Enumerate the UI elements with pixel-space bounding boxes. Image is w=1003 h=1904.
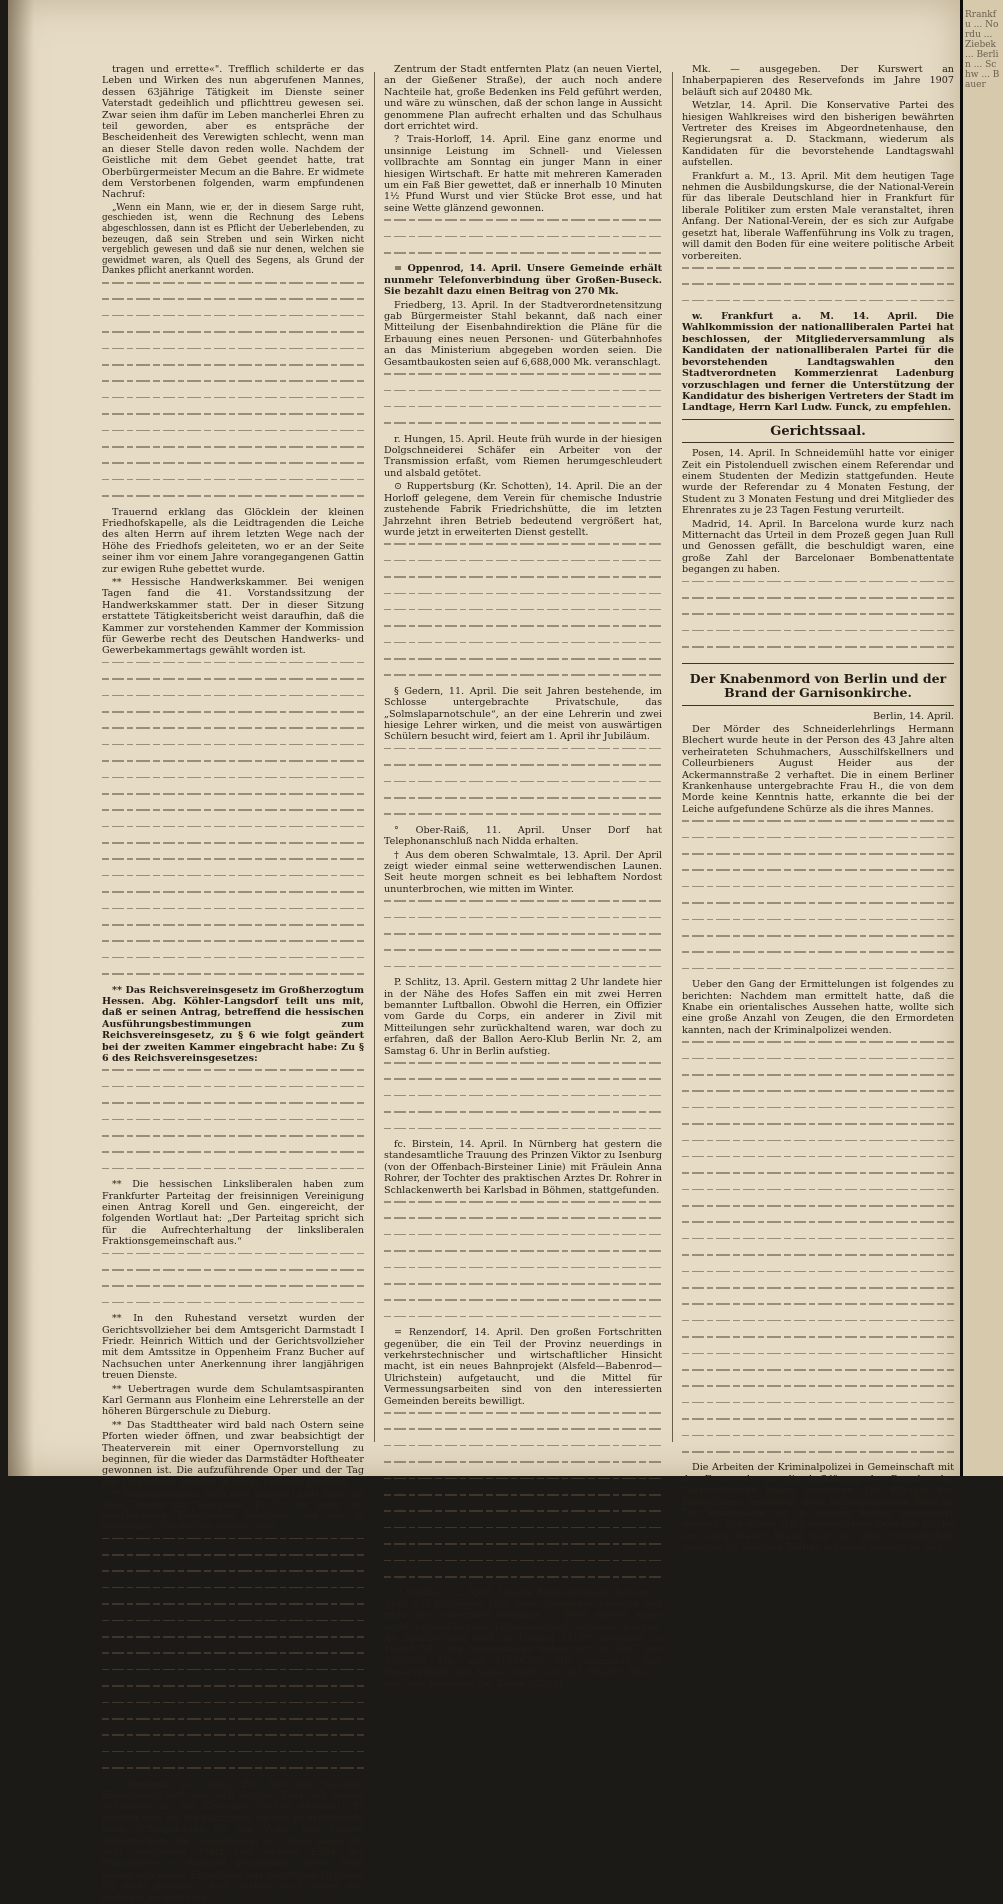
illegible-line	[384, 900, 662, 911]
illegible-line	[682, 1320, 954, 1331]
illegible-line	[682, 1336, 954, 1347]
illegible-line	[682, 968, 954, 979]
illegible-line	[102, 1767, 364, 1778]
illegible-line	[102, 298, 364, 309]
illegible-line	[102, 1253, 364, 1264]
illegible-line	[102, 1570, 364, 1581]
article-paragraph: Trauernd erklang das Glöcklein der kleinen Friedhofskapelle, als die Leidtragenden die Leiche des alten Herrn auf ihrem letzten Wege nach der Höhe des Friedhofs geleiteten, wo er an der Seite seiner ihm vor einem Jahre vorangegangenen Gattin zur ewigen Ruhe gebettet wurde.	[102, 506, 364, 575]
illegible-line	[682, 1418, 954, 1429]
illegible-line	[102, 1652, 364, 1663]
illegible-line	[102, 891, 364, 902]
illegible-line	[384, 813, 662, 824]
illegible-line	[384, 1201, 662, 1212]
illegible-line	[384, 1316, 662, 1327]
illegible-line	[384, 764, 662, 775]
illegible-line	[682, 646, 954, 657]
illegible-line	[384, 1412, 662, 1423]
illegible-line	[384, 1128, 662, 1139]
illegible-line	[102, 1587, 364, 1598]
illegible-line	[682, 1353, 954, 1364]
article-paragraph: „Wenn ein Mann, wie er, der in diesem Sarge ruht, geschieden ist, wenn die Rechnung des Lebens abgeschlossen, dann ist es Pflicht der Ueberlebenden, zu bezeugen, daß sein Streben und sein Wirken nicht vergeblich gewesen und daß sie nur denen, welchen sie gewidmet waren, als Quell des Segens, als Grund der Dankes pflicht anerkannt worden.	[102, 202, 364, 277]
illegible-line	[682, 1140, 954, 1151]
illegible-line	[102, 380, 364, 391]
news-item-frankfurt-wahl: w. Frankfurt a. M. 14. April. Die Wahlkommission der nationalliberalen Partei hat beschlossen, der Mitgliederversammlung als Kandidaten der nationalliberalen Partei für die bevorstehenden Landtagswahlen den Stadtverordneten Kommerzienrat Ladenburg vorzuschlagen und ferner die Unterstützung der Kandidatur des bisherigen Vertreters der Stadt im Landtage, Herrn Karl Ludw. Funck, zu empfehlen.	[682, 311, 954, 414]
illegible-line	[102, 760, 364, 771]
illegible-line	[384, 1494, 662, 1505]
news-item-birstein: fc. Birstein, 14. April. In Nürnberg hat gestern die standesamtliche Trauung des Prinzen Viktor zu Isenburg (von der Offenbach-Birsteiner Linie) mit Fräulein Anna Rohrer, der Tochter des praktischen Arztes Dr. Rohrer in Schlackenwerth bei Karlsbad in Böhmen, stattgefunden.	[384, 1139, 662, 1196]
illegible-line	[384, 1543, 662, 1554]
news-item-trais-horloff: ? Trais-Horloff, 14. April. Eine ganz enorme und unsinnige Leistung im Schnell- und Vielessen vollbrachte am Sonntag ein junger Mann in einer hiesigen Wirtschaft. Er hatte mit mehreren Kameraden um ein Faß Bier gewettet, daß er innerhalb 10 Minuten 1½ Pfund Wurst und vier Stücke Brot esse, und hat seine Wette glänzend gewonnen.	[384, 134, 662, 214]
illegible-line	[102, 1685, 364, 1696]
newspaper-page	[8, 0, 960, 1904]
illegible-line	[102, 662, 364, 673]
news-item-kaiserpanorama: ** Kaiserpanorama. Nach dem heiligen Lande führt uns diese Woche das Panorama. Es ist die erste der verschiedenen Bilderreihen Palästinas, die uns in vorteilhafter Darstellung geboten wird.	[102, 1490, 364, 1533]
column-left	[102, 64, 364, 1904]
illegible-line	[102, 1669, 364, 1680]
illegible-line	[102, 282, 364, 293]
article-paragraph: Mk. — ausgegeben. Der Kurswert an Inhaberpapieren des Reservefonds im Jahre 1907 beläuft sich auf 20480 Mk.	[682, 64, 954, 98]
illegible-line	[384, 1478, 662, 1489]
illegible-line	[682, 1107, 954, 1118]
illegible-line	[384, 1560, 662, 1571]
illegible-line	[384, 1445, 662, 1456]
illegible-line	[102, 1302, 364, 1313]
illegible-line	[682, 837, 954, 848]
illegible-line	[102, 462, 364, 473]
news-item-uebertragen: ** Uebertragen wurde dem Schulamtsaspiranten Karl Germann aus Flonheim eine Lehrerstelle an der höheren Bürgerschule zu Dieburg.	[102, 1383, 364, 1418]
article-paragraph: Ueber den Gang der Ermittelungen ist folgendes zu berichten: Nachdem man ermittelt hatte, daß die Knabe ein orientalisches Aussehen hatte, wollte sich eine große Anzahl von Zeugen, die den Ermordeten kannten, nach der Kriminalpolizei wenden.	[682, 979, 954, 1036]
illegible-line	[102, 924, 364, 935]
illegible-line	[384, 1576, 662, 1587]
illegible-line	[102, 1702, 364, 1713]
news-item-schwalmtal: † Aus dem oberen Schwalmtale, 13. April. Der April zeigt wieder einmal seine wetterwendischen Launen. Seit heute morgen schneit es bei lebhaftem Nordost ununterbrochen, wie mitten im Winter.	[384, 849, 662, 895]
illegible-line	[384, 1299, 662, 1310]
news-item-gedern: § Gedern, 11. April. Die seit Jahren bestehende, im Schlosse untergebrachte Privatschule, das „Solmslaparnotschule“, an der eine Lehrerin und zwei hiesige Lehrer wirken, und die meist von auswärtigen Schülern besucht wird, feiert am 1. April ihr Jubiläum.	[384, 685, 662, 743]
illegible-line	[682, 1090, 954, 1101]
illegible-line	[384, 1428, 662, 1439]
dateline: Berlin, 14. April.	[873, 710, 954, 722]
illegible-line	[682, 820, 954, 831]
illegible-line	[102, 1620, 364, 1631]
illegible-line	[102, 1285, 364, 1296]
illegible-line	[384, 1527, 662, 1538]
illegible-line	[682, 902, 954, 913]
news-item-reichsvereinsgesetz: ** Das Reichsvereinsgesetz im Großherzogtum Hessen. Abg. Köhler-Langsdorf teilt uns mit, daß er seinen Antrag, betreffend die hessischen Ausführungsbestimmungen zum Reichsvereinsgesetz, zu § 6 wie folgt geändert bei der zweiten Kammer eingebracht habe: Zu § 6 des Reichsvereinsgesetzes:	[102, 984, 364, 1065]
section-divider	[682, 442, 954, 443]
illegible-line	[102, 479, 364, 490]
illegible-line	[384, 1510, 662, 1521]
illegible-line	[682, 1041, 954, 1052]
illegible-line	[682, 1123, 954, 1134]
illegible-line	[102, 1538, 364, 1549]
article-paragraph: Die Arbeiten der Kriminalpolizei in Gemeinschaft mit der Feuerwehr um die Aufklärung des Brandes der Garnisonkirche haben begonnen. Die Königin des Kronprinzen erstattete dem Polizeipräsidium Bericht. Die Brandstätte ist in weitem Kreise abgesperrt worden. Von einem stark beleuchteten Teile der Kirche aus wird dieser Brand nun mit aller Schnelligkeit untersucht, Mehrere Blätter scheinen geneigt zu sein.	[682, 1462, 954, 1554]
illegible-line	[682, 935, 954, 946]
news-item-hungen: ? Hungen, 14. April. Ein Teil der hiesigen Einwohnerschaft hat sich letzter Tage mit einem Schreiben an das Kreisamt Gießen gewandt. Es handelt sich um die Platzfrage für das zu errichtende neue Schulgebäude für die Volks- und höhere Bürgerschule. Im Gemeinderat ist schon lange ein sehr geeigneter Platz (am oberen Ende der Pfannwiese) in Aussicht genommen. Diesen Platz halten nun einige Einwohner aus untriftigen Gründen für nicht geeignet; doch dürften auch gegen den anderen, zu weit vom	[102, 1778, 364, 1904]
column-rule	[672, 72, 673, 1442]
illegible-line	[384, 1250, 662, 1261]
illegible-line	[102, 1554, 364, 1565]
illegible-line	[682, 1221, 954, 1232]
illegible-line	[682, 1287, 954, 1298]
illegible-line	[102, 1751, 364, 1762]
illegible-line	[102, 744, 364, 755]
illegible-line	[102, 413, 364, 424]
illegible-line	[102, 1086, 364, 1097]
news-item-frankfurt-kurse: Frankfurt a. M., 13. April. Mit dem heutigen Tage nehmen die Ausbildungskurse, die der National-Verein für das liberale Deutschland hier in Frankfurt für liberale Politiker zum ersten Male veranstaltet, ihren Anfang. Der National-Verein, der es sich zur Aufgabe gesetzt hat, liberale Waffenführung ins Volk zu tragen, will damit den Boden für eine weitere politische Arbeit vorbereiten.	[682, 170, 954, 262]
illegible-line	[102, 1718, 364, 1729]
illegible-line	[682, 919, 954, 930]
illegible-line	[682, 283, 954, 294]
illegible-line	[682, 1189, 954, 1200]
column-rule	[374, 72, 375, 1442]
illegible-line	[102, 973, 364, 984]
illegible-line	[102, 348, 364, 359]
illegible-line	[384, 674, 662, 685]
illegible-line	[102, 875, 364, 886]
article-paragraph: Der Mörder des Schneiderlehrlings Hermann Blechert wurde heute in der Person des 43 Jahre alten verheirateten Schuhmachers, Ausschilfskellners und Colleurbieners August Heider aus der Ackermannstraße 2 verhaftet. Die in einem Berliner Krankenhause untergebrachte Frau H., die von dem Morde keine Kenntnis hatte, erkannte die bei der Leiche aufgefundene Schürze als die ihres Mannes.	[682, 723, 954, 815]
illegible-line	[384, 917, 662, 928]
news-item-wetzlar-partei: Wetzlar, 14. April. Die Konservative Partei des hiesigen Wahlkreises wird den bisherigen bewährten Vertreter des Kreises im Abgeordnetenhause, den Regierungsrat a. D. Stackmann, wiederum als Kandidaten für die bevorstehende Landtagswahl aufstellen.	[682, 100, 954, 169]
illegible-line	[102, 1135, 364, 1146]
court-item-madrid: Madrid, 14. April. In Barcelona wurde kurz nach Mitternacht das Urteil in dem Prozeß gegen Juan Rull und Genossen gefällt, die beschuldigt waren, eine große Zahl der Barcelonaer Bombenattentate begangen zu haben.	[682, 518, 954, 576]
illegible-line	[682, 597, 954, 608]
illegible-line	[384, 609, 662, 620]
section-divider	[682, 663, 954, 664]
illegible-line	[102, 364, 364, 375]
illegible-line	[682, 267, 954, 278]
binding-shadow	[8, 0, 34, 1476]
illegible-line	[102, 1269, 364, 1280]
illegible-line	[102, 957, 364, 968]
illegible-line	[384, 1283, 662, 1294]
illegible-line	[384, 422, 662, 433]
illegible-line	[384, 1461, 662, 1472]
illegible-line	[682, 1205, 954, 1216]
adjacent-page-edge	[960, 0, 1003, 1476]
illegible-line	[384, 1078, 662, 1089]
illegible-line	[102, 711, 364, 722]
illegible-line	[682, 613, 954, 624]
illegible-line	[384, 543, 662, 554]
illegible-line	[102, 315, 364, 326]
news-item-handwerkskammer: ** Hessische Handwerkskammer. Bei wenigen Tagen fand die 41. Vorstandssitzung der Handwerkskammer statt. Der in dieser Sitzung erstattete Tätigkeitsbericht weist daraufhin, daß die Kammer zur vorstehenden Kammer der Kommission für Gewerbe recht des Deutschen Handwerks- und Gewerbekammertags gewählt worden ist.	[102, 576, 364, 657]
section-heading-gerichtssaal: Gerichtssaal.	[770, 423, 866, 439]
illegible-line	[102, 826, 364, 837]
illegible-line	[384, 1062, 662, 1073]
illegible-line	[384, 1234, 662, 1245]
illegible-line	[682, 1156, 954, 1167]
illegible-line	[384, 560, 662, 571]
column-right	[682, 64, 954, 1554]
illegible-line	[682, 300, 954, 311]
illegible-line	[384, 252, 662, 263]
news-item-renzendorf: = Renzendorf, 14. April. Den großen Fortschritten gegenüber, die ein Teil der Provinz neuerdings in verkehrstechnischer und wirtschaftlicher Hinsicht macht, ist ein neues Bahnprojekt (Alsfeld—Babenrod—Ulrichstein) aufgetaucht, und die Mittel für Vermessungsarbeiten sind von den interessierten Gemeinden bereits bewilligt.	[384, 1327, 662, 1407]
illegible-line	[682, 1303, 954, 1314]
illegible-line	[384, 373, 662, 384]
news-item-stadttheater: ** Das Stadttheater wird bald nach Ostern seine Pforten wieder öffnen, und zwar beabsichtigt der Theaterverein mit einer Opernvorstellung zu beginnen, für die wieder das Darmstädter Hoftheater gewonnen ist. Die aufzuführende Oper und der Tag der Vorstellung werden in Kürze bekannt gegeben.	[102, 1419, 364, 1488]
illegible-line	[384, 625, 662, 636]
illegible-line	[384, 642, 662, 653]
court-item-posen: Posen, 14. April. In Schneidemühl hatte vor einiger Zeit ein Pistolenduell zwischen einem Referendar und einem Studenten der Medizin stattgefunden. Heute wurde der Referendar zu 4 Monaten Festung, der Student zu 3 Monaten Festung und drei Mitglieder des Ehrenrates zu je 23 Tagen Festung verurteilt.	[682, 448, 954, 517]
illegible-line	[102, 842, 364, 853]
illegible-line	[682, 1385, 954, 1396]
news-item-wetzlar-sparkasse: ⊙ Wetzlar, 12. April. Unsere Kreissparkasse hat am 1. April das fünfzigste Jahr ihres Bestehens beendet und trotz der schlechten Geldlage in 1907 wieder einen recht befriedigenden Jahresabschluß vorlegen können. An Sparbüchern sind im Umlauf 11109, bewertet zu 16060 Mk.; die Spareinlagen haben sich in 1907 von 9720562 Mk. auf 11948206 Mk. vermehrt. Der Reservefonds der Kasse stellt sich auf 984769 Mk. — seit dem Bestehen der Kasse 987521	[384, 1587, 662, 1690]
illegible-line	[682, 581, 954, 592]
illegible-line	[102, 397, 364, 408]
illegible-line	[384, 1095, 662, 1106]
illegible-line	[682, 951, 954, 962]
illegible-line	[102, 331, 364, 342]
illegible-line	[384, 949, 662, 960]
article-heading-knabenmord: Der Knabenmord von Berlin und der Brand der Garnisonkirche.	[689, 670, 947, 700]
illegible-line	[102, 793, 364, 804]
illegible-line	[102, 446, 364, 457]
illegible-line	[384, 797, 662, 808]
illegible-line	[682, 1058, 954, 1069]
news-item-schlitz: P. Schlitz, 13. April. Gestern mittag 2 Uhr landete hier in der Nähe des Hofes Saffen ein mit zwei Herren bemannter Luftballon. Obwohl die Herren, ein Offizier vom Garde du Corps, ein anderer in Zivil mit Mitteilungen sehr zurückhaltend waren, war doch zu erfahren, daß der Ballon Aero-Klub Berlin Nr. 2, am Samstag 6. Uhr in Berlin aufstieg.	[384, 977, 662, 1057]
section-divider	[682, 705, 954, 706]
news-item-oppenrod: = Oppenrod, 14. April. Unsere Gemeinde erhält nunmehr Telefonverbindung über Großen-Buseck. Sie bezahlt dazu einen Beitrag von 270 Mk.	[384, 263, 662, 298]
article-paragraph: tragen und errette«". Trefflich schilderte er das Leben und Wirken des nun abgerufenen Mannes, dessen 63jährige Tätigkeit im Dienste seiner Vaterstadt gedeihlich und pflichttreu gewesen sei. Zwar seien ihm dafür im Leben mancherlei Ehren zu teil geworden, aber es entspräche der Bescheidenheit des Verewigten schlecht, wenn man an dieser Stelle davon reden wolle. Nachdem der Geistliche mit dem Gebet geendet hatte, trat Oberbürgermeister Mecum an die Bahre. Er widmete dem Verstorbenen folgenden, warm empfundenen Nachruf:	[102, 64, 364, 201]
illegible-line	[102, 678, 364, 689]
illegible-line	[384, 593, 662, 604]
news-item-ruppertsburg: ⊙ Ruppertsburg (Kr. Schotten), 14. April. Die an der Horloff gelegene, dem Verein für chemische Industrie zustehende Fabrik Friedrichshütte, die im letzten Jahrzehnt ihren Betrieb bedeutend vergrößert hat, wurde jetzt in erweiterten Dienst gestellt.	[384, 481, 662, 538]
illegible-line	[384, 748, 662, 759]
illegible-line	[102, 1102, 364, 1113]
illegible-line	[384, 236, 662, 247]
illegible-line	[102, 1069, 364, 1080]
illegible-line	[102, 430, 364, 441]
illegible-line	[682, 1254, 954, 1265]
illegible-line	[102, 495, 364, 506]
illegible-line	[384, 933, 662, 944]
illegible-line	[682, 1271, 954, 1282]
illegible-line	[682, 1435, 954, 1446]
column-middle	[384, 64, 662, 1690]
illegible-line	[682, 853, 954, 864]
illegible-line	[682, 1369, 954, 1380]
illegible-line	[384, 576, 662, 587]
illegible-line	[102, 695, 364, 706]
illegible-line	[384, 1217, 662, 1228]
illegible-line	[102, 940, 364, 951]
illegible-line	[102, 908, 364, 919]
illegible-line	[682, 1451, 954, 1462]
illegible-line	[102, 1734, 364, 1745]
illegible-line	[682, 630, 954, 641]
illegible-line	[102, 858, 364, 869]
news-item-friedberg: Friedberg, 13. April. In der Stadtverordnetensitzung gab Bürgermeister Stahl bekannt, daß nach einer Mitteilung der Eisenbahndirektion die Pläne für die Erbauung eines neuen Personen- und Güterbahnhofes an das Ministerium abgegeben worden seien. Die Gesamtbaukosten seien auf 6,688,000 Mk. veranschlagt.	[384, 299, 662, 368]
illegible-line	[384, 658, 662, 669]
illegible-line	[102, 727, 364, 738]
illegible-line	[102, 809, 364, 820]
illegible-line	[384, 1111, 662, 1122]
illegible-line	[102, 1119, 364, 1130]
illegible-line	[102, 1636, 364, 1647]
illegible-line	[682, 1074, 954, 1085]
news-item-ober-raiss: ° Ober-Raiß, 11. April. Unser Dorf hat Telephonanschluß nach Nidda erhalten.	[384, 824, 662, 848]
illegible-line	[384, 406, 662, 417]
illegible-line	[384, 1267, 662, 1278]
illegible-line	[682, 1172, 954, 1183]
illegible-line	[682, 1402, 954, 1413]
adjacent-page-text: Rrankfu ... Nordu ... Ziebek ... Berlin ... Schw ... Bauer	[965, 10, 1000, 90]
illegible-line	[102, 1151, 364, 1162]
illegible-line	[682, 1238, 954, 1249]
illegible-line	[384, 966, 662, 977]
illegible-line	[384, 781, 662, 792]
section-divider	[682, 419, 954, 420]
news-item-linksliberale: ** Die hessischen Linksliberalen haben zum Frankfurter Parteitag der freisinnigen Vereinigung einen Antrag Korell und Gen. eingereicht, der folgenden Wortlaut hat: „Der Parteitag spricht sich für die Aufrechterhaltung der linksliberalen Fraktionsgemeinschaft aus.“	[102, 1179, 364, 1248]
illegible-line	[102, 777, 364, 788]
illegible-line	[102, 1168, 364, 1179]
article-paragraph: Zentrum der Stadt entfernten Platz (an neuen Viertel, an der Gießener Straße), der auch noch andere Nachteile hat, große Bedenken ins Feld geführt werden, und wäre zu wünschen, daß der schon lange in Aussicht genommene Plan aufrecht erhalten und das Schulhaus dort errichtet wird.	[384, 64, 662, 133]
illegible-line	[682, 886, 954, 897]
news-item-hungen-unfall: r. Hungen, 15. April. Heute früh wurde in der hiesigen Dolgschneiderei Schäfer ein Arbeiter von der Transmission erfaßt, vom Riemen herumgeschleudert und alsbald getötet.	[384, 433, 662, 479]
illegible-line	[384, 219, 662, 230]
illegible-line	[682, 869, 954, 880]
illegible-line	[102, 1603, 364, 1614]
news-item-ruhestand: ** In den Ruhestand versetzt wurden der Gerichtsvollzieher bei dem Amtsgericht Darmstadt I Friedr. Heinrich Wittich und der Gerichtsvollzieher mit dem Amtssitze in Oppenheim Franz Bucher auf Nachsuchen unter Anerkennung ihrer langjährigen treuen Dienste.	[102, 1313, 364, 1382]
illegible-line	[384, 390, 662, 401]
